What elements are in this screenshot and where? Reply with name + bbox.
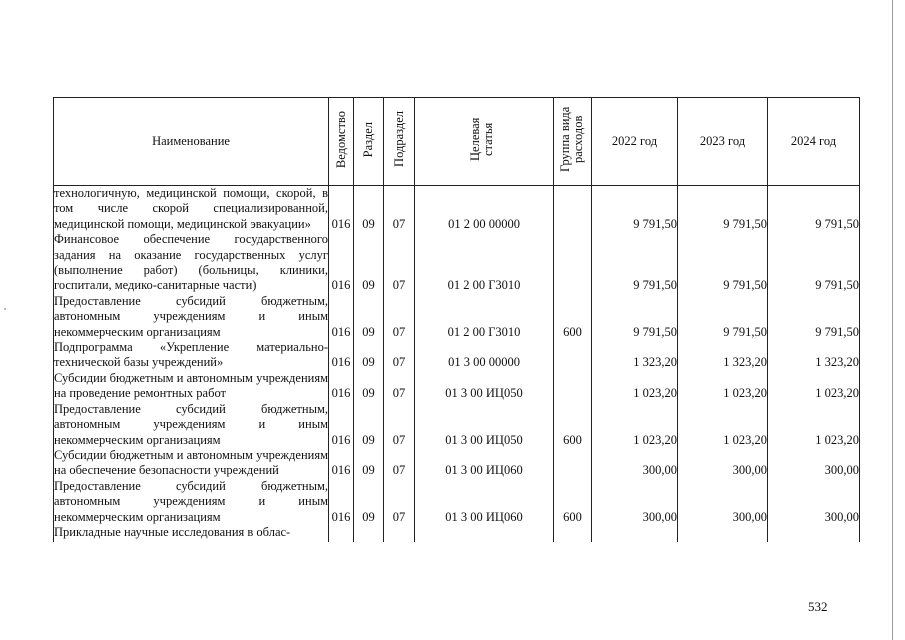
row-2022 <box>592 525 678 542</box>
row-podrazdel: 07 <box>384 232 415 294</box>
row-name: Субсидии бюджетным и автономным учреждениям на обеспечение безопасности учреждений <box>54 447 328 478</box>
row-2023: 9 791,50 <box>678 294 768 340</box>
row-celevaya-statya: 01 2 00 Г3010 <box>415 232 554 294</box>
row-2023: 1 323,20 <box>678 340 768 371</box>
row-2024: 300,00 <box>768 448 860 479</box>
row-podrazdel <box>384 525 415 542</box>
row-celevaya-statya: 01 2 00 00000 <box>415 186 554 233</box>
row-razdel: 09 <box>354 186 384 233</box>
row-2022: 1 023,20 <box>592 371 678 402</box>
row-2022: 9 791,50 <box>592 186 678 233</box>
row-name: Предоставление субсидий бюджетным, автономным учреждениям и иным некоммерческим организациям <box>54 478 328 524</box>
row-celevaya-statya: 01 3 00 ИЦ060 <box>415 479 554 525</box>
row-razdel: 09 <box>354 294 384 340</box>
scan-speck <box>4 308 6 310</box>
table-row <box>54 448 860 479</box>
row-razdel: 09 <box>354 479 384 525</box>
row-vedomstvo: 016 <box>329 402 354 448</box>
row-vedomstvo: 016 <box>329 232 354 294</box>
row-2024: 9 791,50 <box>768 294 860 340</box>
row-name: Предоставление субсидий бюджетным, автономным учреждениям и иным некоммерческим организациям <box>54 401 328 447</box>
row-2022: 9 791,50 <box>592 232 678 294</box>
row-2023: 9 791,50 <box>678 232 768 294</box>
row-celevaya-statya: 01 3 00 00000 <box>415 340 554 371</box>
row-2023: 1 023,20 <box>678 402 768 448</box>
row-gruppa: 600 <box>554 402 592 448</box>
row-podrazdel: 07 <box>384 402 415 448</box>
table-row <box>54 294 860 340</box>
header-name: Наименование <box>54 98 329 186</box>
table-row <box>54 186 860 233</box>
table-row <box>54 402 860 448</box>
row-vedomstvo: 016 <box>329 448 354 479</box>
row-razdel: 09 <box>354 402 384 448</box>
row-razdel: 09 <box>354 371 384 402</box>
row-podrazdel: 07 <box>384 186 415 233</box>
page-number: 532 <box>808 599 828 614</box>
row-gruppa <box>554 448 592 479</box>
row-2023: 9 791,50 <box>678 186 768 233</box>
table-header-row <box>54 98 860 186</box>
table-row <box>54 340 860 371</box>
row-2024 <box>768 525 860 542</box>
row-2022: 1 023,20 <box>592 402 678 448</box>
table-row <box>54 232 860 294</box>
row-vedomstvo <box>329 525 354 542</box>
header-razdel: Раздел <box>354 98 384 186</box>
row-name: Финансовое обеспечение государственного задания на оказание государственных услуг (выполнение работ) (больницы, клиники, госпитали, медико-санитарные части) <box>54 232 328 293</box>
row-podrazdel: 07 <box>384 294 415 340</box>
row-razdel: 09 <box>354 448 384 479</box>
table-row <box>54 479 860 525</box>
row-name: Субсидии бюджетным и автономным учреждениям на проведение ремонтных работ <box>54 370 328 401</box>
row-razdel: 09 <box>354 340 384 371</box>
table-row <box>54 525 860 542</box>
row-podrazdel: 07 <box>384 479 415 525</box>
header-gruppa-vida-rashodov: Группа вида расходов <box>554 98 592 186</box>
row-gruppa <box>554 371 592 402</box>
row-2023 <box>678 525 768 542</box>
row-celevaya-statya <box>415 525 554 542</box>
header-celevaya-statya: Целевая статья <box>415 98 554 186</box>
row-2022: 1 323,20 <box>592 340 678 371</box>
row-2022: 9 791,50 <box>592 294 678 340</box>
row-vedomstvo: 016 <box>329 186 354 233</box>
row-2024: 1 023,20 <box>768 371 860 402</box>
row-2024: 1 323,20 <box>768 340 860 371</box>
row-vedomstvo: 016 <box>329 479 354 525</box>
row-name: технологичную, медицинской помощи, скорой, в том числе скорой специализированной, медицинской помощи, медицинской эвакуации» <box>54 186 328 231</box>
row-2024: 9 791,50 <box>768 232 860 294</box>
row-2023: 300,00 <box>678 479 768 525</box>
row-gruppa <box>554 340 592 371</box>
row-gruppa <box>554 525 592 542</box>
row-gruppa: 600 <box>554 479 592 525</box>
row-vedomstvo: 016 <box>329 294 354 340</box>
page-edge-rule <box>892 0 893 640</box>
budget-table <box>53 97 860 542</box>
row-celevaya-statya: 01 3 00 ИЦ050 <box>415 371 554 402</box>
header-2022: 2022 год <box>592 98 678 186</box>
row-gruppa <box>554 186 592 233</box>
row-gruppa <box>554 232 592 294</box>
header-vedomstvo: Ведомство <box>329 98 354 186</box>
row-vedomstvo: 016 <box>329 371 354 402</box>
row-podrazdel: 07 <box>384 340 415 371</box>
row-name: Предоставление субсидий бюджетным, автономным учреждениям и иным некоммерческим организациям <box>54 293 328 339</box>
row-celevaya-statya: 01 3 00 ИЦ050 <box>415 402 554 448</box>
row-2023: 1 023,20 <box>678 371 768 402</box>
row-2023: 300,00 <box>678 448 768 479</box>
row-2024: 9 791,50 <box>768 186 860 233</box>
row-vedomstvo: 016 <box>329 340 354 371</box>
header-2023: 2023 год <box>678 98 768 186</box>
row-name: Прикладные научные исследования в облас- <box>54 525 329 542</box>
row-celevaya-statya: 01 3 00 ИЦ060 <box>415 448 554 479</box>
row-podrazdel: 07 <box>384 448 415 479</box>
row-2024: 1 023,20 <box>768 402 860 448</box>
row-2024: 300,00 <box>768 479 860 525</box>
row-2022: 300,00 <box>592 479 678 525</box>
header-2024: 2024 год <box>768 98 860 186</box>
header-podrazdel: Подраздел <box>384 98 415 186</box>
row-gruppa: 600 <box>554 294 592 340</box>
row-razdel <box>354 525 384 542</box>
row-celevaya-statya: 01 2 00 Г3010 <box>415 294 554 340</box>
row-podrazdel: 07 <box>384 371 415 402</box>
row-name: Подпрограмма «Укрепление материально-технической базы учреждений» <box>54 340 328 370</box>
row-2022: 300,00 <box>592 448 678 479</box>
table-row <box>54 371 860 402</box>
row-razdel: 09 <box>354 232 384 294</box>
